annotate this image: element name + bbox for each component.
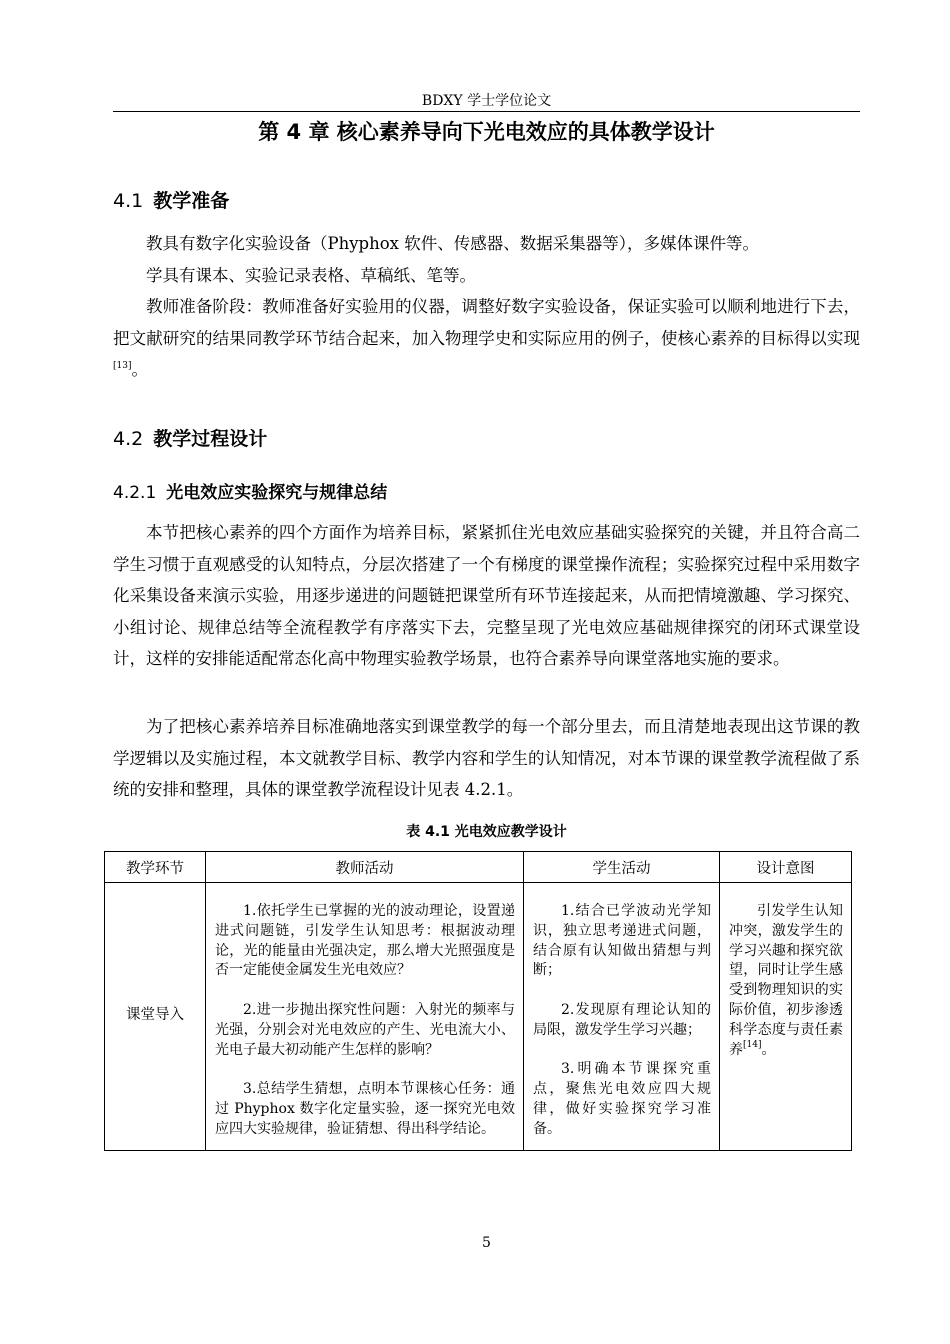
section-4-1-heading [113, 188, 229, 214]
column-header: 设计意图 [720, 852, 852, 883]
student-activity-cell [524, 883, 720, 1151]
table-row [105, 883, 852, 1151]
teacher-activity-item: 3.总结学生猜想，点明本节课核心任务：通过 Phyphox 数字化定量实验，逐一探究光电效应四大实验规律，验证猜想、得出科学结论。 [215, 1081, 515, 1137]
section-number: 4.1 [113, 190, 144, 212]
table-caption: 表 4.1 光电效应教学设计 [406, 824, 567, 840]
stage-cell: 课堂导入 [105, 883, 206, 1151]
section-title: 教学过程设计 [153, 428, 268, 450]
citation: [13] [113, 361, 132, 371]
paragraph-teaching-aids: 教具有数字化实验设备（Phyphox 软件、传感器、数据采集器等），多媒体课件等。 [146, 234, 759, 253]
running-header: BDXY 学士学位论文 [421, 93, 552, 109]
paragraph-end: 。 [131, 360, 148, 379]
paragraph-design-overview: 本节把核心素养的四个方面作为培养目标，紧紧抓住光电效应基础实验探究的关键，并且符合高二学生习惯于直观感受的认知特点，分层次搭建了一个有梯度的课堂操作流程；实验探究过程中采用数字化采集设备来演示实验，用逐步递进的问题链把课堂所有环节连接起来，从而把情境激趣、学习探究、小组讨论、规律总结等全流程教学有序落实下去，完整呈现了光电效应基础规律探究的闭环式课堂设计，这样的安排能适配常态化高中物理实验教学场景，也符合素养导向课堂落地实施的要求。 [113, 523, 860, 668]
page-number: 5 [482, 1235, 491, 1251]
subsection-number: 4.2.1 [113, 483, 157, 503]
table-header-row [105, 852, 852, 883]
column-header: 学生活动 [524, 852, 720, 883]
citation: [14] [743, 1039, 762, 1050]
paragraph-teacher-prep [113, 291, 860, 386]
section-number: 4.2 [113, 428, 144, 450]
teacher-activity-item: 2.进一步抛出探究性问题：入射光的频率与光强，分别会对光电效应的产生、光电流大小、光电子最大初动能产生怎样的影响？ [215, 1001, 515, 1058]
teacher-activity-cell [206, 883, 524, 1151]
student-activity-item: 1.结合已学波动光学知识，独立思考递进式问题，结合原有认知做出猜想与判断； [533, 903, 711, 979]
header-rule [113, 111, 860, 112]
intent-text: 引发学生认知冲突，激发学生的学习兴趣和探究欲望，同时让学生感受到物理知识的实际价值，初步渗透科学态度与责任素养 [729, 903, 843, 1058]
intent-end: 。 [761, 1041, 776, 1058]
section-title: 教学准备 [153, 190, 230, 212]
design-intent-text [729, 902, 843, 1060]
subsection-4-2-1-heading [113, 481, 387, 505]
paragraph-learning-aids: 学具有课本、实验记录表格、草稿纸、笔等。 [146, 266, 476, 285]
subsection-title: 光电效应实验探究与规律总结 [166, 483, 388, 503]
column-header: 教学环节 [105, 852, 206, 883]
student-activity-item: 3.明确本节课探究重点，聚焦光电效应四大规律，做好实验探究学习准备。 [533, 1061, 711, 1137]
teacher-activity-item: 1.依托学生已掌握的光的波动理论，设置递进式问题链，引发学生认知思考：根据波动理论，光的能量由光强决定，那么增大光照强度是否一定能使金属发生光电效应？ [215, 903, 515, 979]
paragraph-text: 教师准备阶段：教师准备好实验用的仪器，调整好数字实验设备，保证实验可以顺利地进行下去，把文献研究的结果同教学环节结合起来，加入物理学史和实际应用的例子，使核心素养的目标得以实现 [113, 297, 860, 348]
teaching-design-table [104, 851, 852, 1151]
column-header: 教师活动 [206, 852, 524, 883]
chapter-title: 第 4 章 核心素养导向下光电效应的具体教学设计 [258, 120, 715, 144]
design-intent-cell [720, 883, 852, 1151]
section-4-2-heading [113, 426, 267, 452]
student-activity-item: 2.发现原有理论认知的局限，激发学生学习兴趣； [533, 1001, 711, 1038]
paragraph-flow-arrangement: 为了把核心素养培养目标准确地落实到课堂教学的每一个部分里去，而且清楚地表现出这节课的教学逻辑以及实施过程，本文就教学目标、教学内容和学生的认知情况，对本节课的课堂教学流程做了系统的安排和整理，具体的课堂教学流程设计见表 4.2.1。 [113, 717, 860, 799]
